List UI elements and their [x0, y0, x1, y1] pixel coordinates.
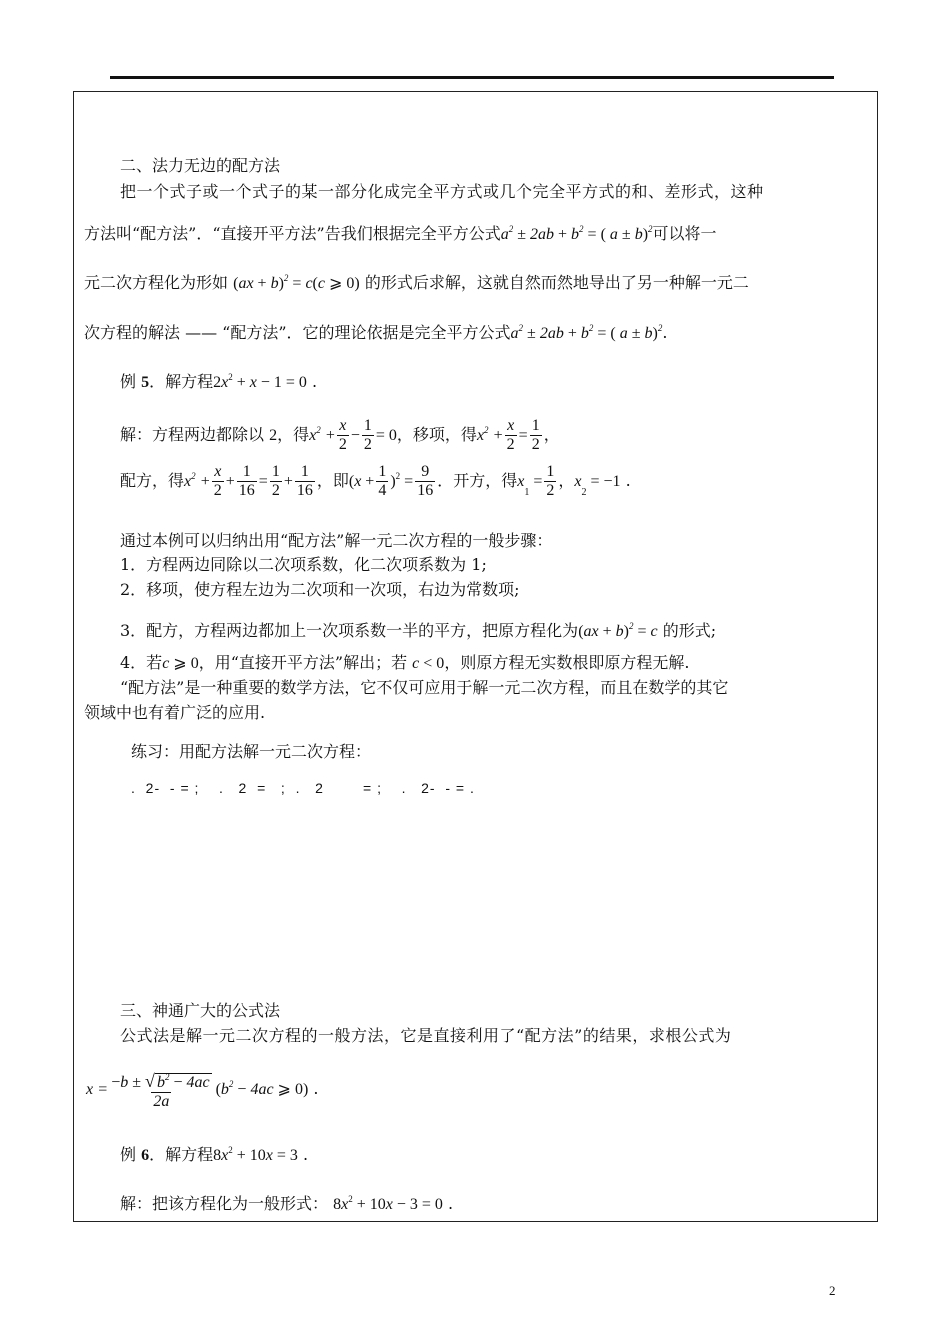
fraction: $\frac{1}{2}$ [271, 463, 280, 499]
practice-exercises: . 2- - = ; . 2 = ; . 2 = ; . 2- - = . [131, 780, 475, 796]
formula-perfect-square: $a^2 \pm 2ab + b^2$ = ( a ± b)$^2$ [500, 224, 653, 243]
equation: $x^2$ [184, 471, 196, 490]
step-4 [120, 653, 689, 674]
example6-statement: 例 6．解方程$8x^2 + 10x = 3$ . [120, 1145, 309, 1164]
example-number: 6 [141, 1147, 150, 1164]
example-number: 5 [141, 374, 150, 391]
header-rule [110, 76, 834, 79]
section3-paragraph: 公式法是解一元二次方程的一般方法，它是直接利用了“配方法”的结果，求根公式为 [120, 1026, 732, 1045]
step-2: 2．移项，使方程左边为二次项和一次项，右边为常数项; [120, 580, 520, 599]
text-run: 可以将一 [652, 224, 717, 243]
text-run: ，移项，得 [396, 425, 477, 444]
section3-heading: 三、神通广大的公式法 [120, 1001, 281, 1020]
condition: c < 0 [412, 655, 445, 672]
text-run: . [662, 323, 668, 342]
text-run: ．开方，得 [437, 471, 518, 490]
formula-perfect-square-2: $a^2 \pm 2ab + b^2$ = ( a ± b)$^2$ [510, 323, 663, 342]
text-run: 配方，得 [120, 471, 185, 490]
fraction: $\frac{1}{2}$ [546, 463, 555, 499]
section2-paragraph-line4 [84, 318, 667, 344]
section2-paragraph-line1: 把一个式子或一个式子的某一部分化成完全平方式或几个完全平方式的和、差形式，这种 [120, 182, 764, 201]
example6-solution: 解：把该方程化为一般形式： $8x^2 + 10x - 3 = 0$ . [120, 1194, 454, 1213]
text-run: 方法叫“配方法”．“直接开平方法”告我们根据完全平方公式 [84, 224, 501, 243]
quadratic-formula: x = $\frac{-b \pm √ b^2 - 4ac}{2a}$ ($b^2 - 4ac$ ⩾ 0) . [86, 1062, 318, 1112]
text-run: 解：把该方程化为一般形式： [120, 1194, 329, 1213]
text-run: 3．配方，方程两边都加上一次项系数一半的平方，把原方程化为 [120, 621, 579, 640]
text-run: 元二次方程化为形如 [84, 273, 229, 292]
practice-title: 练习：用配方法解一元二次方程： [131, 742, 372, 761]
text-run: ．解方程 [149, 372, 214, 391]
example5-solution-line1: 解：方程两边都除以 2，得$x^2$ + $\frac{x}{2}$ − $\frac{1}{2}$ = 0，移项，得$x^2$ + $\frac{x}{2}$ = $\frac{1}{2}$ ， [120, 417, 560, 453]
fraction: $\frac{9}{16}$ [417, 463, 434, 499]
step-3 [120, 616, 716, 642]
text-run: 次方程的解法 —— “配方法”．它的理论依据是完全平方公式 [84, 323, 511, 342]
step-1: 1．方程两边同除以二次项系数，化二次项系数为 1; [120, 555, 487, 574]
example5-solution-line2: 配方，得$x^2$ + $\frac{x}{2}$ + $\frac{1}{16}$ = $\frac{1}{2}$ + $\frac{1}{16}$ ，即(x + $\frac{1}{4}$ )$^2$ = $\frac{9}{16}$ ．开方，得$x_1$ = $\frac{1}{2}$ ，$x_2 = -1$ . [120, 463, 631, 499]
fraction: $\frac{x}{2}$ [338, 417, 347, 453]
formula-form: (ax + b)$^2$ = c [578, 621, 658, 640]
text-run: 解：方程两边都除以 [120, 425, 265, 444]
fraction: $\frac{1}{16}$ [296, 463, 313, 499]
text-run: 4．若 [120, 653, 163, 672]
equation: $8x^2 + 10x = 3$ [213, 1145, 298, 1164]
fraction: $\frac{x}{2}$ [506, 417, 515, 453]
equation: $x^2$ [476, 425, 489, 444]
note-line1: “配方法”是一种重要的数学方法，它不仅可应用于解一元二次方程，而且在数学的其它 [120, 678, 729, 697]
equation: $x^2$ [309, 425, 321, 444]
section2-paragraph-line3 [84, 268, 749, 294]
text-run: 的形式; [662, 621, 717, 640]
fraction: $\frac{-b \pm √ b^2 - 4ac}{2a}$ [111, 1071, 210, 1110]
subscript: 2 [581, 487, 587, 498]
text-run: 2 [269, 427, 278, 444]
section2-paragraph-line2 [84, 219, 717, 245]
fraction: $\frac{1}{16}$ [238, 463, 255, 499]
equation: $8x^2 + 10x - 3 = 0$ [333, 1194, 443, 1213]
text-run: ，得 [277, 425, 310, 444]
text-run: ．解方程 [149, 1145, 214, 1164]
fraction: $\frac{1}{2}$ [363, 417, 372, 453]
text-run: 例 [120, 1145, 137, 1164]
condition: c ⩾ 0 [162, 655, 199, 672]
section2-heading: 二、法力无边的配方法 [120, 156, 281, 175]
fraction: $\frac{x}{2}$ [213, 463, 222, 499]
equation: $2x^2 + x - 1 = 0$ [213, 372, 307, 391]
text-run: ，即 [316, 471, 349, 490]
text-run: ，则原方程无实数根即原方程无解. [444, 653, 690, 672]
subscript: 1 [524, 487, 530, 498]
text-run: ，用“直接开平方法”解出；若 [198, 653, 408, 672]
fraction: $\frac{1}{2}$ [531, 417, 540, 453]
formula-form: (ax + b)$^2$ = c(c ⩾ 0) [233, 273, 360, 292]
example5-statement: 例 5．解方程$2x^2 + x - 1 = 0$ . [120, 372, 318, 391]
fraction: $\frac{1}{4}$ [378, 463, 387, 499]
page-number: 2 [829, 1283, 836, 1298]
text-run: 例 [120, 372, 137, 391]
steps-intro: 通过本例可以归纳出用“配方法”解一元二次方程的一般步骤： [120, 531, 553, 550]
note-line2: 领域中也有着广泛的应用. [84, 703, 266, 722]
text-run: 的形式后求解，这就自然而然地导出了另一种解一元二 [364, 273, 749, 292]
